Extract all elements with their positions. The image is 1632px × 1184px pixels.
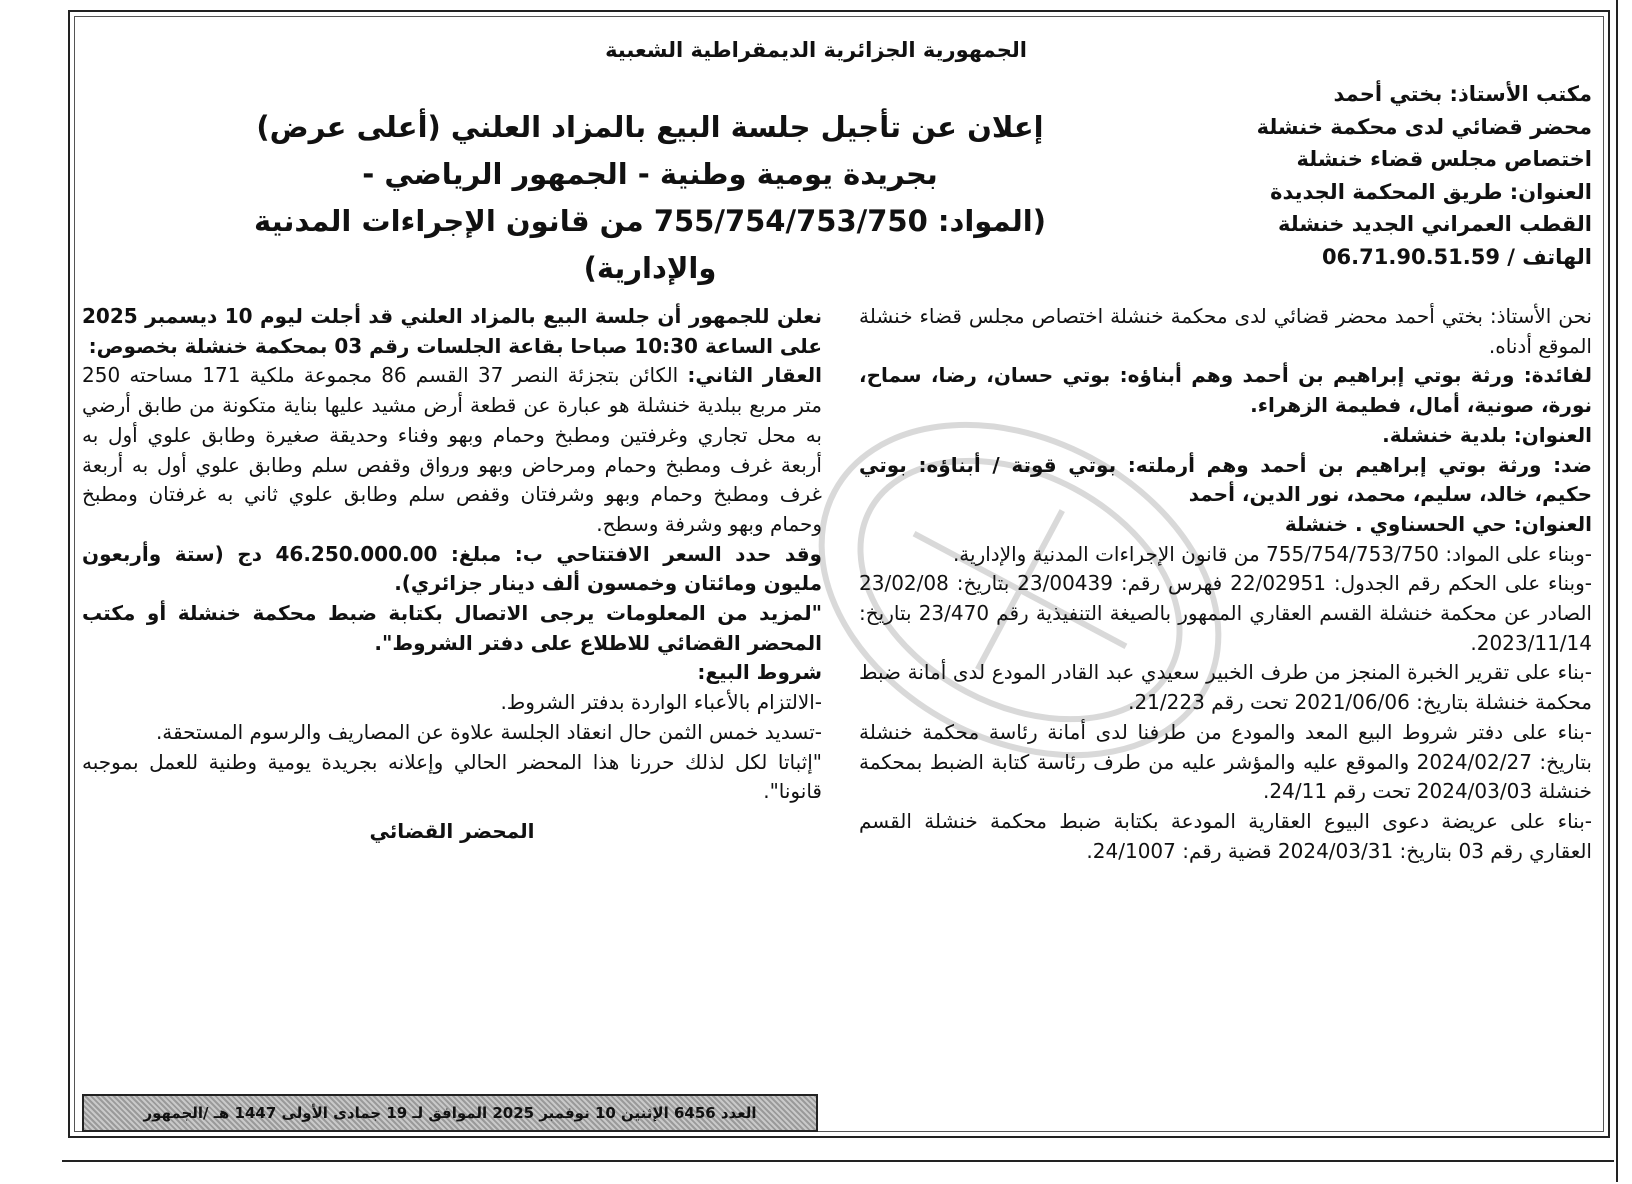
expert-report-paragraph: -بناء على تقرير الخبرة المنجز من طرف الخبير سعيدي عبد القادر المودع لدى أمانة ضبط محكمة خنشلة بتاريخ: 2021/06/06 تحت رقم 21/223. (859, 660, 1592, 715)
postponement-notice: نعلن للجمهور أن جلسة البيع بالمزاد العلني قد أجلت ليوم 10 ديسمبر 2025 على الساعة 10:30 صباحا بقاعة الجلسات رقم 03 بمحكمة خنشلة بخصوص: (82, 304, 822, 358)
property-label: العقار الثاني: (687, 363, 822, 388)
office-line: مكتب الأستاذ: بختي أحمد (1333, 82, 1592, 106)
more-info: "لمزيد من المعلومات يرجى الاتصال بكتابة ضبط محكمة خنشلة أو مكتب المحضر القضائي للاطلاع على دفتر الشروط". (82, 601, 822, 655)
republic-heading: الجمهورية الجزائرية الديمقراطية الشعبية (605, 38, 1027, 62)
title-line: بجريدة يومية وطنية - الجمهور الرياضي - (362, 157, 938, 191)
against-address: العنوان: حي الحسناوي . خنشلة (1284, 511, 1592, 536)
judgment-paragraph: -وبناء على الحكم رقم الجدول: 22/02951 فهرس رقم: 23/00439 بتاريخ: 23/02/08 الصادر عن محكمة خنشلة القسم العقاري الممهور بالصيغة التنفيذية رقم 23/470 بتاريخ: 2023/11/14. (859, 571, 1592, 655)
right-edge-rule (1616, 0, 1628, 1182)
sale-condition: -الالتزام بالأعباء الواردة بدفتر الشروط. (500, 690, 822, 715)
legal-basis-paragraph: -وبناء على المواد: 755/754/753/750 من قانون الإجراءات المدنية والإدارية. (952, 541, 1592, 566)
signature: المحضر القضائي (369, 818, 535, 843)
left-column (82, 302, 822, 847)
beneficiary-paragraph: لفائدة: ورثة بوتي إبراهيم بن أحمد وهم أبناؤه: بوتي حسان، رضا، سماح، نورة، صونية، أمال، فطيمة الزهراء. (859, 363, 1592, 418)
office-line: محضر قضائي لدى محكمة خنشلة (1256, 114, 1592, 139)
sale-conditions-title: شروط البيع: (697, 660, 822, 685)
petition-paragraph: -بناء على عريضة دعوى البيوع العقارية المودعة بكتابة ضبط محكمة خنشلة القسم العقاري رقم 03 بتاريخ: 2024/03/31 قضية رقم: 24/1007. (859, 808, 1592, 863)
title-line: (المواد: 755/754/753/750 من قانون الإجراءات المدنية والإدارية) (254, 204, 1046, 285)
property-paragraph (82, 361, 822, 539)
issue-footer: العدد 6456 الإثنين 10 نوفمبر 2025 الموافق لـ 19 جمادى الأولى 1447 هـ /الجمهور (82, 1094, 818, 1132)
sale-condition: -تسديد خمس الثمن حال انعقاد الجلسة علاوة عن المصاريف والرسوم المستحقة. (155, 719, 822, 744)
intro-paragraph: نحن الأستاذ: بختي أحمد محضر قضائي لدى محكمة خنشلة اختصاص مجلس قضاء خنشلة الموقع أدناه. (859, 304, 1592, 358)
office-line: العنوان: طريق المحكمة الجديدة (1270, 179, 1592, 204)
announcement-title (200, 104, 1100, 292)
bottom-edge-rule (62, 1160, 1614, 1184)
beneficiary-address: العنوان: بلدية خنشلة. (1382, 422, 1592, 447)
office-line: القطب العمراني الجديد خنشلة (1278, 212, 1592, 236)
right-column (859, 302, 1592, 866)
against-paragraph: ضد: ورثة بوتي إبراهيم بن أحمد وهم أرملته: بوتي قوتة / أبناؤه: بوتي حكيم، خالد، سليم، محمد، نور الدين، أحمد (859, 452, 1592, 507)
office-line: الهاتف / 06.71.90.51.59 (1321, 244, 1592, 269)
bailiff-office-block (1162, 78, 1592, 273)
property-description: الكائن بتجزئة النصر 37 القسم 86 مجموعة ملكية 171 مساحته 250 متر مربع ببلدية خنشلة هو عبارة عن قطعة أرض مشيد عليها بناية متكونة من طابق أرضي به محل تجاري وغرفتين ومطبخ وحمام وبهو وفناء وحديقة صغيرة وطابق علوي أول به أربعة غرف ومطبخ وحمام ومرحاض وبهو ورواق وقفص سلم وطابق علوي أول به أربعة غرف ومطبخ وحمام وبهو وشرفتان وقفص سلم وطابق علوي ثاني به غرفتان ومطبخ وحمام وبهو وشرفة وسطح. (82, 363, 822, 536)
opening-price: وقد حدد السعر الافتتاحي ب: مبلغ: 46.250.000.00 دج (ستة وأربعون مليون ومائتان وخمسون ألف دينار جزائري). (82, 541, 822, 596)
title-line: إعلان عن تأجيل جلسة البيع بالمزاد العلني (أعلى عرض) (256, 110, 1044, 144)
conditions-book-paragraph: -بناء على دفتر شروط البيع المعد والمودع من طرفنا لدى أمانة رئاسة محكمة خنشلة بتاريخ: 2024/02/27 والموقع عليه والمؤشر عليه من طرف رئاسة كتابة الضبط بمحكمة خنشلة 2024/03/03 تحت رقم 24/11. (859, 719, 1592, 804)
closing-statement: "إثباتا لكل لذلك حررنا هذا المحضر الحالي وإعلانه بجريدة يومية وطنية للعمل بموجبه قانونا". (82, 749, 822, 804)
office-line: اختصاص مجلس قضاء خنشلة (1296, 147, 1592, 171)
